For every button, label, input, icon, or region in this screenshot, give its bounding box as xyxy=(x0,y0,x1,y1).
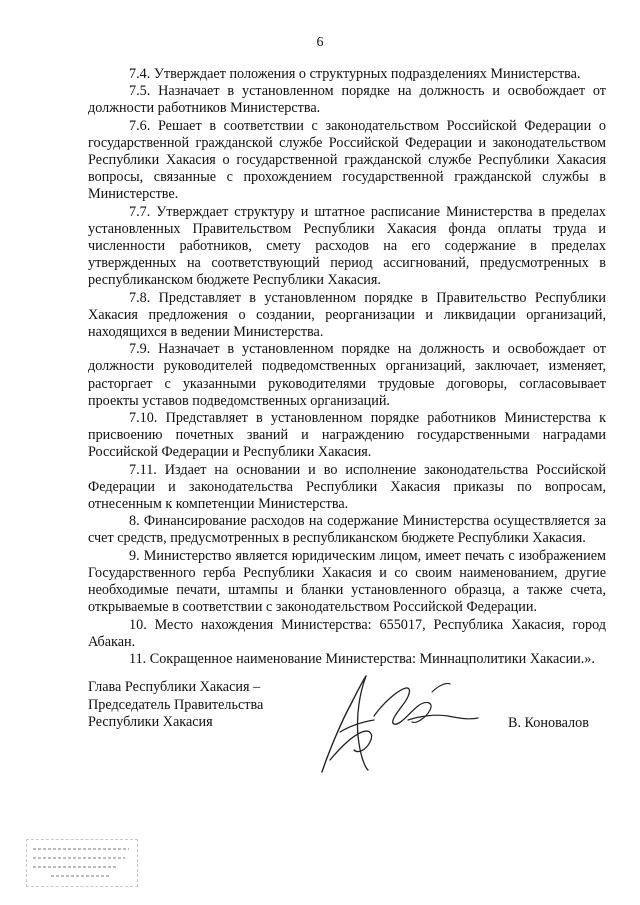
paragraph-8: 8. Финансирование расходов на содержание Министерства осуществляется за счет средств, предусмотренных в республиканском бюджете Республики Хакасия. xyxy=(88,513,606,547)
signatory-name: В. Коновалов xyxy=(508,715,589,731)
paragraph-9: 9. Министерство является юридическим лицом, имеет печать с изображением Государственного герба Республики Хакасия и со своим наименованием, другие необходимые печати, штампы и бланки установленного образца, а также счета, открываемые в соответствии с законодательством Российской Федерации. xyxy=(88,547,606,616)
paragraph-7-7: 7.7. Утверждает структуру и штатное расписание Министерства в пределах установленных Правительством Республики Хакасия фонда оплаты труда и численности работников, смету расходов на его содержание в пределах утвержденных на соответствующий период ассигнований, предусмотренных в республиканском бюджете Республики Хакасия. xyxy=(88,203,606,289)
paragraph-7-9: 7.9. Назначает в установленном порядке на должность и освобождает от должности руководителей подведомственных организаций, заключает, изменяет, расторгает с указанными руководителями трудовые договоры, согласовывает проекты уставов подведомственных организаций. xyxy=(88,341,606,409)
signatory-title-line-2: Председатель Правительства xyxy=(88,696,264,713)
signatory-title-line-1: Глава Республики Хакасия – xyxy=(88,679,261,695)
document-body xyxy=(88,66,606,668)
paragraph-7-4: 7.4. Утверждает положения о структурных подразделениях Министерства. xyxy=(129,66,581,82)
paragraph-11: 11. Сокращенное наименование Министерства: Миннацполитики Хакасии.». xyxy=(129,650,595,667)
paragraph-10: 10. Место нахождения Министерства: 655017, Республика Хакасия, город Абакан. xyxy=(88,616,606,650)
paragraph-7-10: 7.10. Представляет в установленном порядке работников Министерства к присвоению почетных званий и награждению государственными наградами Российской Федерации и Республики Хакасия. xyxy=(88,410,606,461)
page-number: 6 xyxy=(316,35,324,50)
signatory-title-line-3: Республики Хакасия xyxy=(88,714,213,731)
paragraph-7-6: 7.6. Решает в соответствии с законодательством Российской Федерации о государственной гражданской службе Российской Федерации и законодательством Республики Хакасия о государственной гражданской службе Республики Хакасия вопросы, связанные с прохождением государственной гражданской службы в Министерстве. xyxy=(88,117,606,203)
registration-stamp xyxy=(26,839,138,887)
paragraph-7-5: 7.5. Назначает в установленном порядке на должность и освобождает от должности работников Министерства. xyxy=(88,83,606,117)
signatory-title xyxy=(88,679,263,732)
paragraph-7-11: 7.11. Издает на основании и во исполнение законодательства Российской Федерации и законодательства Республики Хакасия приказы по вопросам, отнесенным к компетенции Министерства. xyxy=(88,461,606,513)
paragraph-7-8: 7.8. Представляет в установленном порядке в Правительство Республики Хакасия предложения о создании, реорганизации и ликвидации организаций, находящихся в ведении Министерства. xyxy=(88,289,606,341)
handwritten-signature xyxy=(300,662,490,780)
